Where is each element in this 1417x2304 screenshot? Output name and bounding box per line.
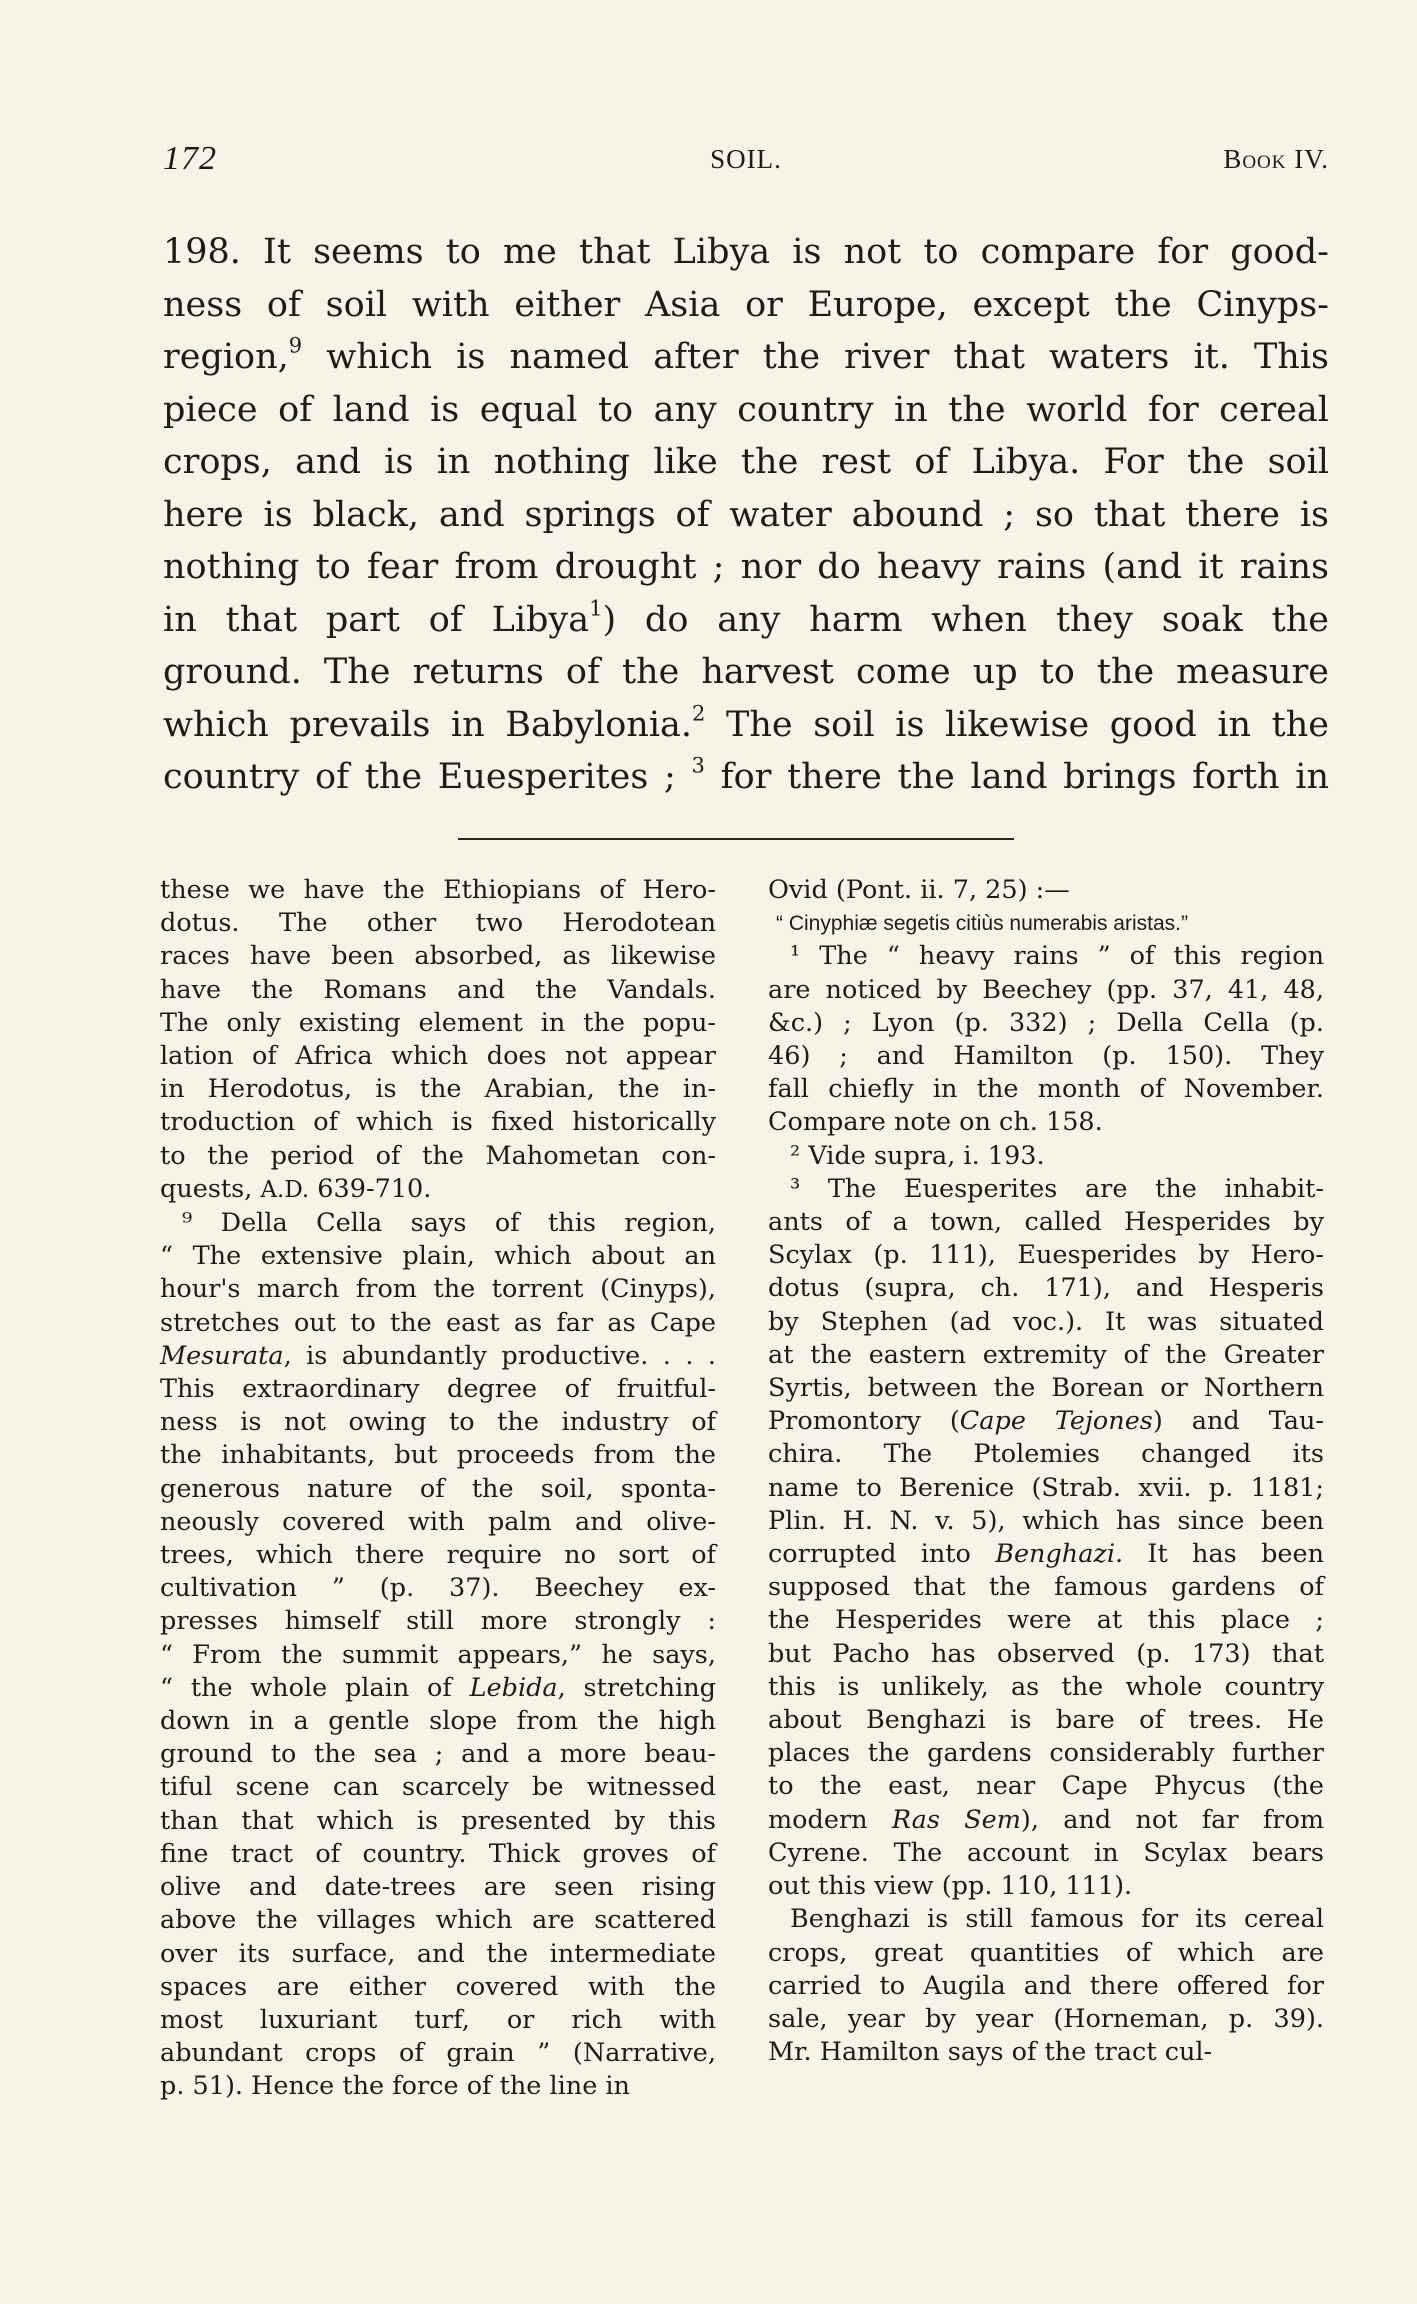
footnote-line: olive and date-trees are seen rising (160, 1872, 716, 1903)
footnote-line: fall chiefly in the month of November. (768, 1074, 1324, 1105)
footnote-line: carried to Augila and there offered for (768, 1970, 1324, 2001)
footnote-line: this is unlikely, as the whole country (768, 1671, 1324, 1702)
footnote-line: “ From the summit appears,” he says, (160, 1639, 716, 1670)
footnote-line: Mesurata, is abundantly productive. . . . (160, 1340, 716, 1371)
footnote-line: Plin. H. N. v. 5), which has since been (768, 1505, 1324, 1536)
main-text-line: crops, and is in nothing like the rest of Libya. For the soil (163, 442, 1329, 482)
footnote-line: Cyrene. The account in Scylax bears (768, 1837, 1324, 1868)
running-title: SOIL. (710, 144, 782, 174)
footnotes-right-column (768, 874, 1324, 2069)
page-number: 172 (163, 140, 217, 177)
main-text-line: country of the Euesperites ; $^3$ for there the land brings forth in (163, 753, 1330, 797)
footnote-line: neously covered with palm and olive- (160, 1506, 716, 1537)
footnote-ref: 1 (589, 595, 603, 620)
main-text-line: piece of land is equal to any country in the world for cereal (163, 389, 1329, 430)
footnote-line: but Pacho has observed (p. 173) that (768, 1638, 1324, 1669)
footnote-line: Syrtis, between the Borean or Northern (768, 1373, 1324, 1404)
footnote-line: at the eastern extremity of the Greater (768, 1339, 1324, 1370)
footnote-line: This extraordinary degree of fruitful- (160, 1374, 716, 1405)
footnote-line: places the gardens considerably further (768, 1738, 1324, 1769)
footnote-ref: 3 (691, 753, 705, 778)
footnote-line: these we have the Ethiopians of Hero- (160, 875, 716, 905)
footnote-line: generous nature of the soil, sponta- (160, 1473, 716, 1504)
footnote-line: p. 51). Hence the force of the line in (160, 2071, 630, 2102)
footnote-line: to the period of the Mahometan con- (160, 1140, 716, 1171)
footnote-line: Compare note on ch. 158. (768, 1107, 1103, 1138)
footnote-line: by Stephen (ad voc.). It was situated (768, 1306, 1324, 1337)
footnotes-left-column (160, 874, 716, 2104)
footnote-line: ¹ The “ heavy rains ” of this region (790, 941, 1324, 972)
footnote-line: corrupted into Benghazi. It has been (768, 1539, 1325, 1570)
footnote-line: name to Berenice (Strab. xvii. p. 1181; (768, 1472, 1324, 1503)
footnote-line: above the villages which are scattered (160, 1905, 716, 1936)
footnote-line: fine tract of country. Thick groves of (160, 1838, 716, 1869)
footnote-line: the inhabitants, but proceeds from the (160, 1440, 716, 1471)
main-text-line: in that part of Libya$^1$) do any harm when they soak the (163, 595, 1329, 640)
footnote-line: “ the whole plain of Lebida, stretching (160, 1672, 716, 1703)
footnote-line: in Herodotus, is the Arabian, the in- (160, 1074, 716, 1105)
footnote-line: most luxuriant turf, or rich with (160, 2004, 716, 2035)
footnote-line: about Benghazi is bare of trees. He (768, 1705, 1324, 1736)
footnote-line: are noticed by Beechey (pp. 37, 41, 48, (768, 974, 1324, 1005)
footnote-line: the Hesperides were at this place ; (768, 1605, 1324, 1636)
footnote-line: supposed that the famous gardens of (768, 1572, 1324, 1603)
footnote-line: ants of a town, called Hesperides by (768, 1207, 1324, 1238)
main-paragraph (163, 226, 1329, 804)
running-head (163, 140, 1329, 180)
footnote-ref: 9 (288, 333, 303, 358)
footnote-line: Ovid (Pont. ii. 7, 25) :— (768, 875, 1070, 905)
footnote-line: out this view (pp. 110, 111). (768, 1871, 1133, 1902)
footnote-line: stretches out to the east as far as Cape (160, 1307, 716, 1338)
main-text-line: which prevails in Babylonia.$^2$ The soil is likewise good in the (163, 700, 1330, 745)
footnote-line: spaces are either covered with the (160, 1971, 716, 2002)
main-text-line: 198. It seems to me that Libya is not to compare for good- (163, 232, 1329, 272)
footnote-line: Scylax (p. 111), Euesperides by Hero- (768, 1240, 1324, 1271)
main-text-line: ness of soil with either Asia or Europe, except the Cinyps- (163, 284, 1329, 325)
footnote-line: down in a gentle slope from the high (160, 1706, 716, 1737)
footnote-line: ground to the sea ; and a more beau- (160, 1739, 716, 1770)
footnote-line: crops, great quantities of which are (768, 1937, 1324, 1968)
footnote-line: “ The extensive plain, which about an (160, 1241, 716, 1272)
footnote-line: races have been absorbed, as likewise (160, 941, 716, 972)
footnote-ref: 2 (692, 700, 706, 725)
footnote-line: dotus. The other two Herodotean (160, 908, 716, 939)
footnote-line: quests, A.D. 639-710. (160, 1173, 432, 1204)
footnote-divider (458, 838, 1014, 840)
footnote-line: lation of Africa which does not appear (160, 1041, 716, 1072)
footnote-line: Mr. Hamilton says of the tract cul- (768, 2037, 1213, 2068)
footnote-line: abundant crops of grain ” (Narrative, (160, 2038, 716, 2069)
footnote-line: Benghazi is still famous for its cereal (790, 1904, 1324, 1935)
main-text-line: region,$^9$ which is named after the river that waters it. This (163, 333, 1329, 377)
footnote-line: 46) ; and Hamilton (p. 150). They (768, 1041, 1324, 1072)
footnote-line: than that which is presented by this (160, 1805, 716, 1836)
footnote-line: modern Ras Sem), and not far from (768, 1804, 1324, 1835)
main-text-line: nothing to fear from drought ; nor do heavy rains (and it rains (163, 547, 1329, 587)
footnote-line: ³ The Euesperites are the inhabit- (790, 1173, 1324, 1204)
footnote-line: over its surface, and the intermediate (160, 1938, 716, 1969)
footnote-line: troduction of which is fixed historically (160, 1107, 716, 1138)
footnote-line: hour's march from the torrent (Cinyps), (160, 1274, 716, 1305)
footnote-line: ness is not owing to the industry of (160, 1407, 716, 1438)
footnote-quote: “ Cinyphiæ segetis citiùs numerabis aristas.” (776, 912, 1188, 936)
main-text-line: ground. The returns of the harvest come up to the measure (163, 652, 1329, 692)
footnote-line: trees, which there require no sort of (160, 1540, 716, 1571)
footnote-line: sale, year by year (Horneman, p. 39). (768, 2003, 1324, 2034)
footnote-line: ² Vide supra, i. 193. (790, 1140, 1045, 1171)
footnote-line: The only existing element in the popu- (160, 1007, 716, 1038)
footnote-line: chira. The Ptolemies changed its (768, 1439, 1324, 1470)
book-label: Book IV. (1223, 144, 1329, 174)
main-text-line: here is black, and springs of water abound ; so that there is (163, 494, 1329, 535)
footnote-line: have the Romans and the Vandals. (160, 974, 716, 1005)
footnote-line: tiful scene can scarcely be witnessed (160, 1772, 716, 1803)
footnote-line: presses himself still more strongly : (160, 1606, 716, 1637)
footnote-line: Promontory (Cape Tejones) and Tau- (768, 1406, 1324, 1437)
footnote-line: dotus (supra, ch. 171), and Hesperis (768, 1273, 1324, 1304)
footnote-line: cultivation ” (p. 37). Beechey ex- (160, 1573, 716, 1604)
footnote-line: ⁹ Della Cella says of this region, (182, 1208, 716, 1239)
footnote-line: &c.) ; Lyon (p. 332) ; Della Cella (p. (768, 1007, 1324, 1038)
footnote-line: to the east, near Cape Phycus (the (768, 1771, 1324, 1802)
